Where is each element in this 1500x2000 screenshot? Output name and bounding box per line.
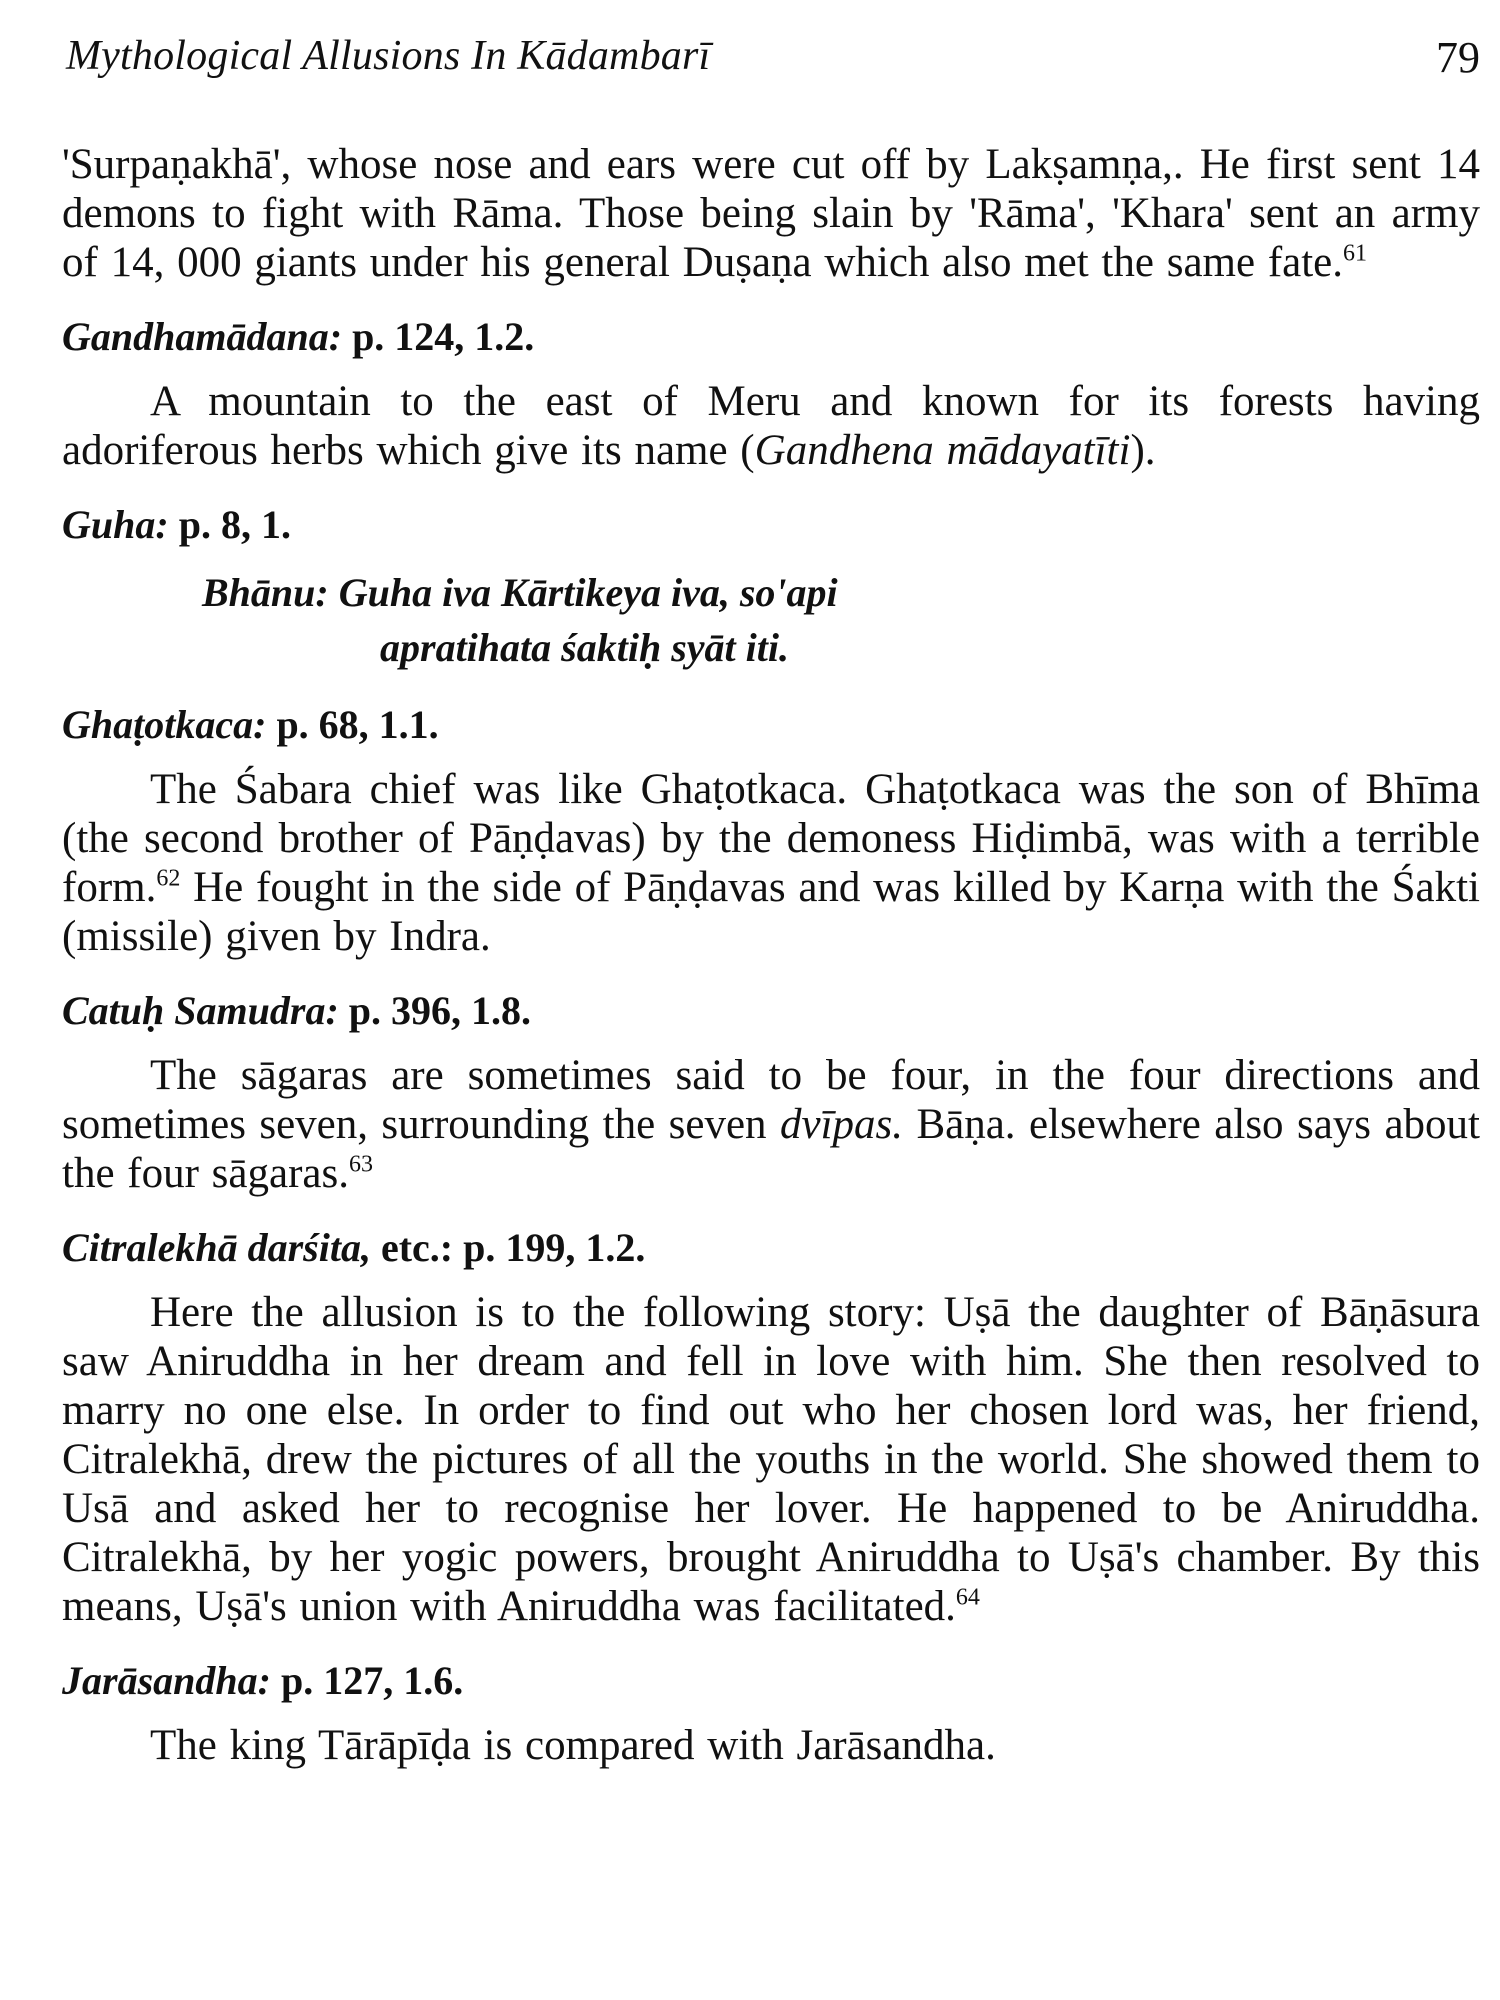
entry-text: The king Tārāpīḍa is compared with Jarāsandha. [150,1722,996,1769]
running-head [66,28,1480,88]
footnote-ref-63: 63 [348,1151,373,1178]
page-body [62,140,1480,1788]
entry-text-end: ). [1130,427,1156,474]
entry-ref: p. 124, 1.2. [342,314,535,359]
page-number: 79 [1436,33,1480,82]
entry-text: A mountain to the east of Meru and known for its forests having adoriferous herbs which give its name ( [62,378,1480,474]
entry-body-citralekha [62,1288,1480,1631]
entry-term: Jarāsandha: [62,1658,271,1703]
entry-body-jarasandha [62,1721,1480,1770]
entry-heading-jarasandha [62,1657,1480,1705]
entry-term: Citralekhā darśita, [62,1225,371,1270]
entry-heading-catuh-samudra [62,987,1480,1035]
entry-ref: p. 127, 1.6. [270,1658,464,1703]
entry-heading-ghatotkaca [62,701,1480,749]
entry-ref: p. 68, 1.1. [266,702,439,747]
entry-term: Gandhamādana: [62,314,343,359]
quotation-guha [62,565,1480,675]
entry-ref: etc.: p. 199, 1.2. [370,1225,646,1270]
entry-text: The Śabara chief was like Ghaṭotkaca. Ghaṭotkaca was the son of Bhīma (the second brother of Pāṇḍavas) by the demoness Hiḍimbā, was with a terrible form. [62,766,1480,911]
footnote-ref-61: 61 [1343,240,1367,267]
footnote-ref-64: 64 [955,1584,980,1611]
entry-text-end: Bāṇa. elsewhere also says about the four sāgaras. [62,1101,1480,1197]
intro-text: 'Surpaṇakhā', whose nose and ears were cut off by Lakṣamṇa,. He first sent 14 demons to fight with Rāma. Those being slain by 'Rāma', 'Khara' sent an army of 14, 000 giants under his general Duṣaṇa which also met the same fate. [62,141,1480,286]
entry-ref: p. 8, 1. [168,502,291,547]
quote-line-2: apratihata śaktiḥ syāt iti. [380,625,789,670]
entry-heading-guha [62,501,1480,549]
quote-line-1: Bhānu: Guha iva Kārtikeya iva, so'api [202,570,838,615]
running-title: Mythological Allusions In Kādambarī [66,33,711,79]
entry-heading-citralekha [62,1224,1480,1272]
footnote-ref-62: 62 [156,865,181,892]
entry-term: Guha: [62,502,169,547]
entry-text: The sāgaras are sometimes said to be four, in the four directions and sometimes seven, surrounding the seven [62,1052,1480,1148]
entry-heading-gandhamadana [62,313,1480,361]
entry-body-catuh-samudra [62,1051,1480,1198]
entry-term: Catuḥ Samudra: [62,988,339,1033]
intro-paragraph [62,140,1480,287]
entry-ref: p. 396, 1.8. [338,988,532,1033]
entry-body-gandhamadana [62,377,1480,475]
entry-body-ghatotkaca [62,765,1480,961]
entry-term: Ghaṭotkaca: [62,702,267,747]
entry-italic-text: dvīpas. [779,1101,904,1148]
entry-text-end: He fought in the side of Pāṇḍavas and was killed by Karṇa with the Śakti (missile) given by Indra. [62,864,1480,960]
entry-text: Here the allusion is to the following story: Uṣā the daughter of Bāṇāsura saw Aniruddha in her dream and fell in love with him. She then resolved to marry no one else. In order to find out who her chosen lord was, her friend, Citralekhā, drew the pictures of all the youths in the world. She showed them to Usā and asked her to recognise her lover. He happened to be Aniruddha. Citralekhā, by her yogic powers, brought Aniruddha to Uṣā's chamber. By this means, Uṣā's union with Aniruddha was facilitated. [62,1289,1480,1630]
entry-italic-text: Gandhena mādayatīti [754,427,1131,474]
